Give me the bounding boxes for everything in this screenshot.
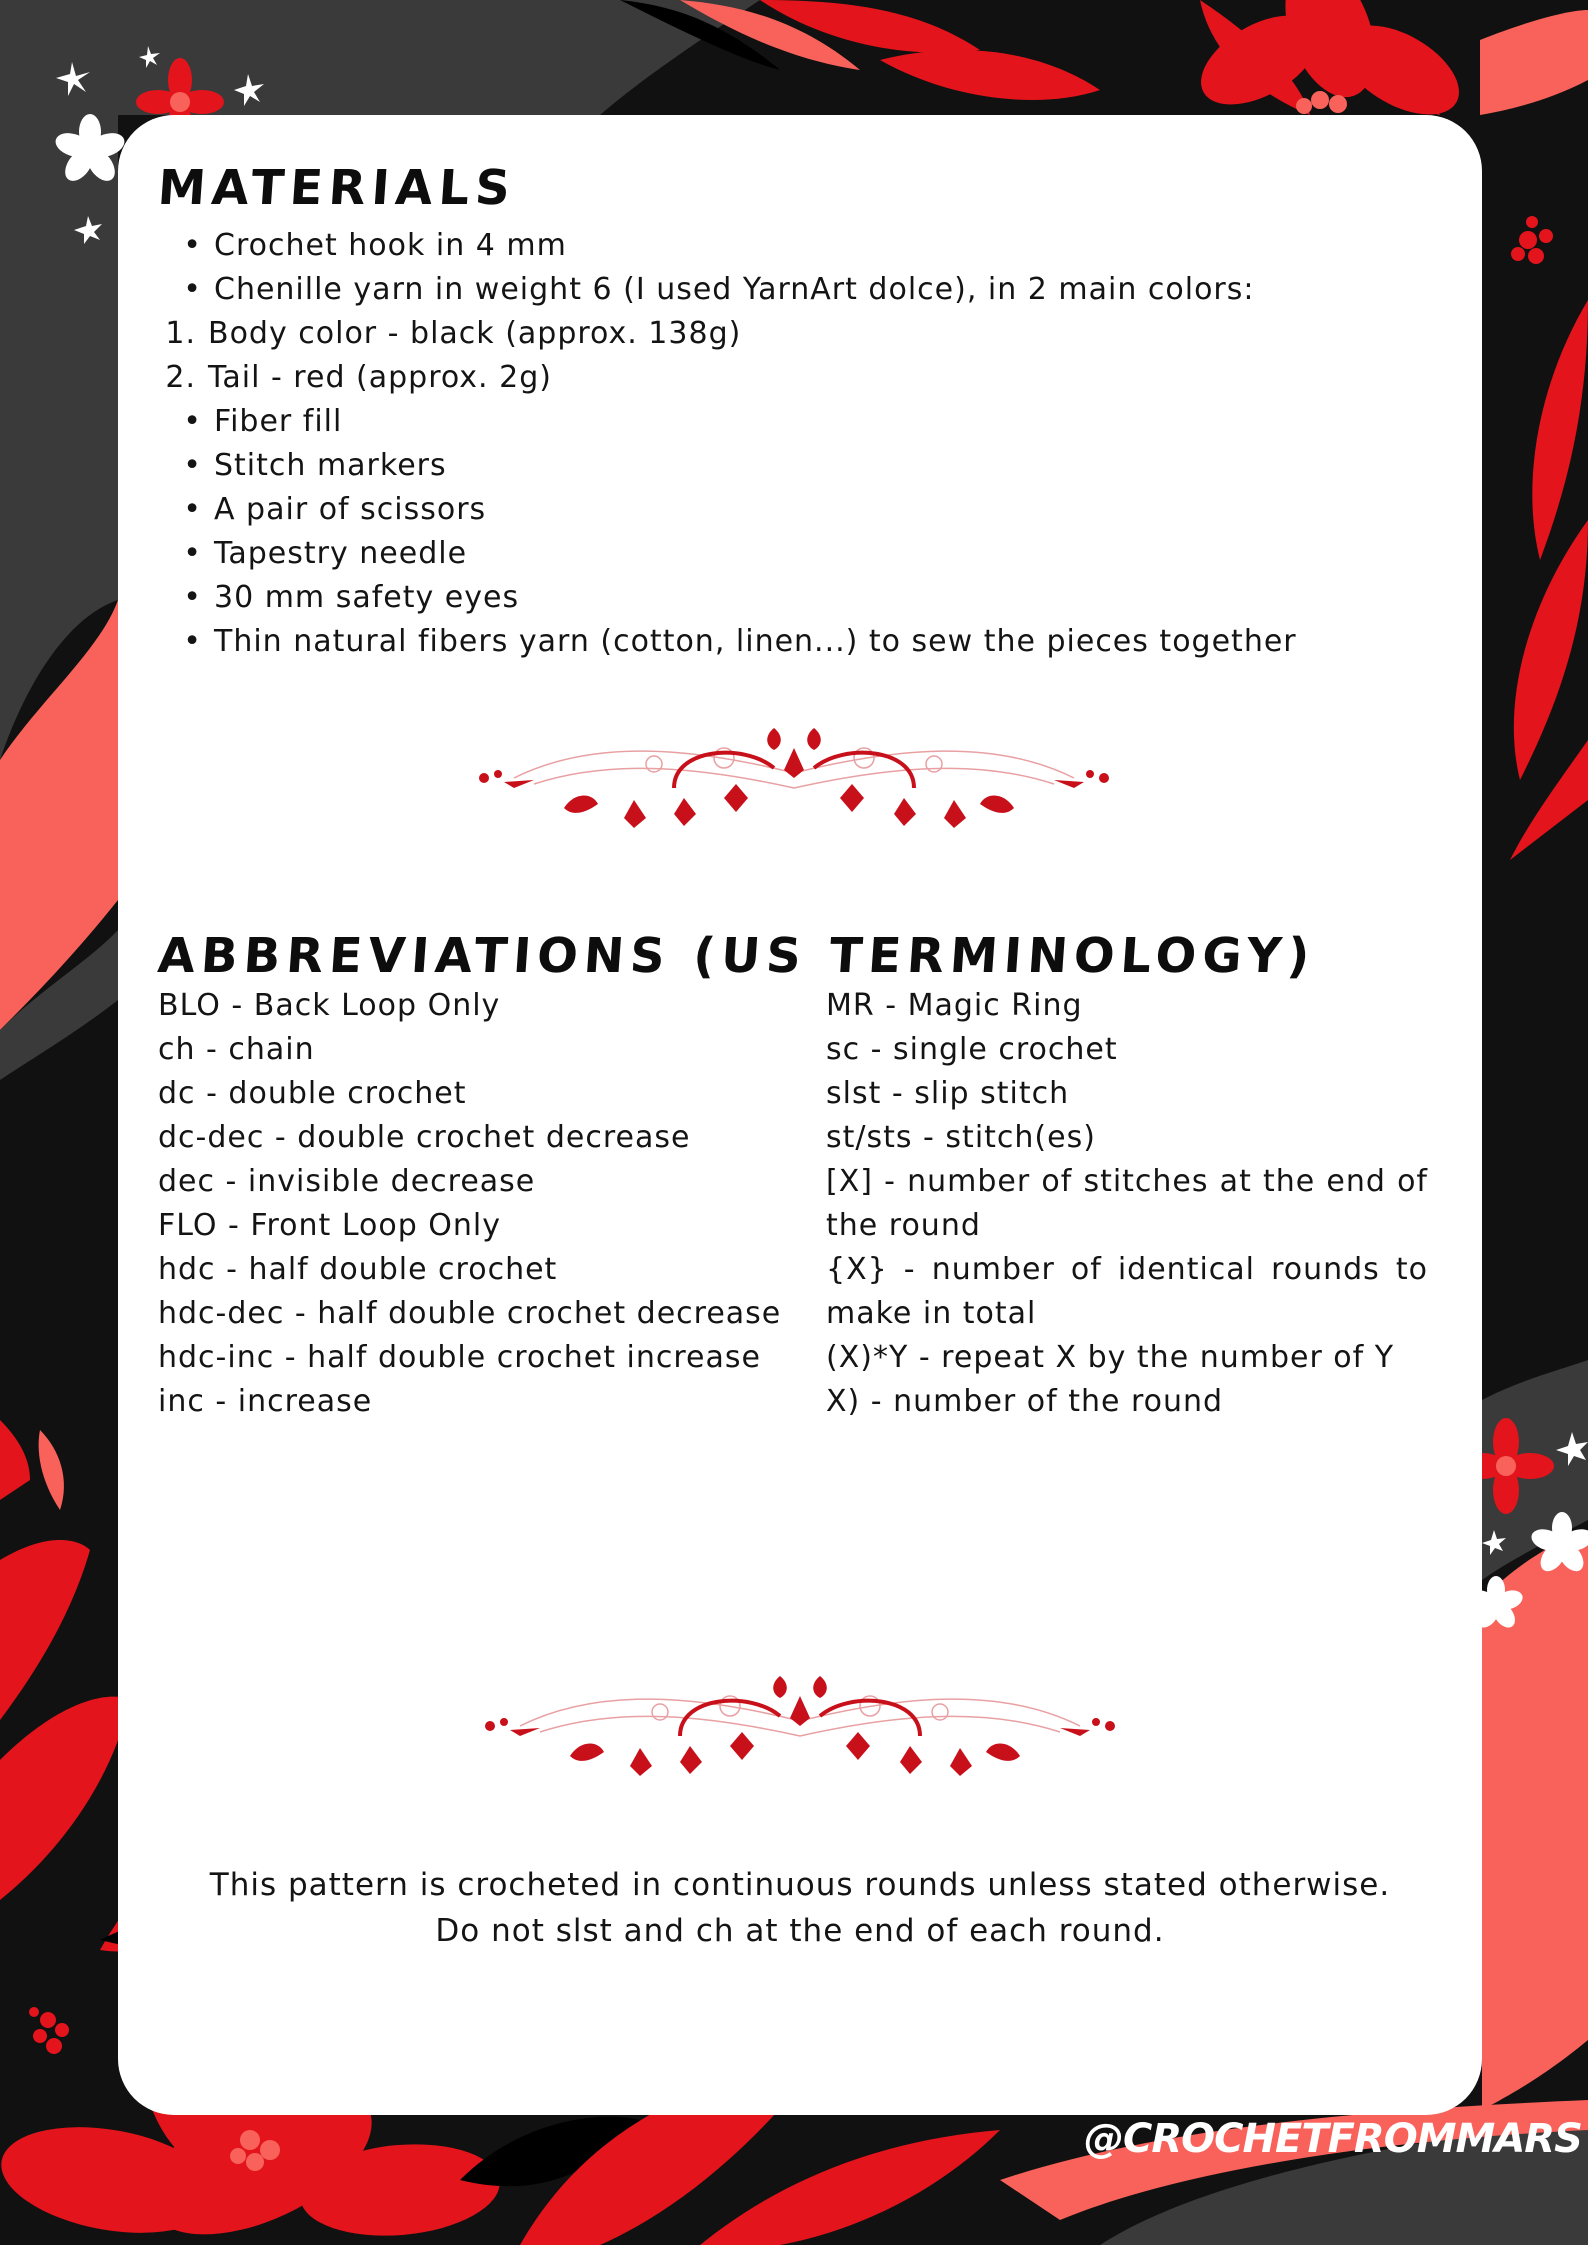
abbreviation-item: (X)*Y - repeat X by the number of Y	[826, 1340, 1395, 1375]
materials-item	[158, 444, 1398, 488]
abbreviation-item: [X] - number of stitches at the end of the round	[826, 1164, 1428, 1243]
abbreviation-item: hdc-dec - half double crochet decrease	[158, 1296, 782, 1331]
materials-item	[158, 312, 1398, 356]
materials-item	[158, 532, 1398, 576]
list-marker: •	[183, 272, 202, 307]
abbreviation-item: st/sts - stitch(es)	[826, 1120, 1096, 1155]
materials-list	[158, 224, 1398, 664]
abbreviation-item: slst - slip stitch	[826, 1076, 1070, 1111]
materials-item	[158, 400, 1398, 444]
abbreviation-item: inc - increase	[158, 1384, 373, 1419]
list-marker: 1.	[165, 316, 196, 351]
abbreviation-item: MR - Magic Ring	[826, 988, 1083, 1023]
abbreviation-item: {X} - number of identical rounds to make in total	[826, 1252, 1428, 1331]
abbreviation-item: hdc - half double crochet	[158, 1252, 558, 1287]
floral-ornament-divider-icon	[474, 718, 1114, 838]
abbreviations-right-column	[826, 984, 1428, 1424]
materials-item	[158, 620, 1398, 664]
abbreviation-item: dec - invisible decrease	[158, 1164, 536, 1199]
abbreviation-item: X) - number of the round	[826, 1384, 1224, 1419]
list-marker: •	[183, 492, 202, 527]
abbreviation-item: ch - chain	[158, 1032, 315, 1067]
materials-item-text: Stitch markers	[214, 448, 447, 483]
materials-item-text: A pair of scissors	[214, 492, 487, 527]
materials-item	[158, 576, 1398, 620]
materials-heading: MATERIALS	[156, 160, 518, 216]
materials-item-text: Body color - black (approx. 138g)	[208, 316, 742, 351]
abbreviation-item: BLO - Back Loop Only	[158, 988, 501, 1023]
materials-item	[158, 488, 1398, 532]
list-marker: •	[183, 404, 202, 439]
materials-item	[158, 224, 1398, 268]
abbreviation-item: dc-dec - double crochet decrease	[158, 1120, 691, 1155]
materials-item	[158, 268, 1398, 312]
materials-item-text: Tail - red (approx. 2g)	[208, 360, 552, 395]
floral-ornament-divider-icon	[480, 1666, 1120, 1786]
materials-item-text: Crochet hook in 4 mm	[214, 228, 567, 263]
abbreviation-item: FLO - Front Loop Only	[158, 1208, 502, 1243]
pattern-note-line-1: This pattern is crocheted in continuous rounds unless stated otherwise.	[209, 1867, 1391, 1903]
materials-item-text: Fiber fill	[214, 404, 343, 439]
list-marker: •	[183, 536, 202, 571]
abbreviations-left-column	[158, 984, 798, 1424]
list-marker: •	[183, 624, 202, 659]
abbreviations-heading: ABBREVIATIONS (US TERMINOLOGY)	[156, 928, 1318, 984]
pattern-note-line-2: Do not slst and ch at the end of each round.	[435, 1913, 1165, 1949]
list-marker: •	[183, 448, 202, 483]
abbreviation-item: dc - double crochet	[158, 1076, 467, 1111]
abbreviation-item: sc - single crochet	[826, 1032, 1118, 1067]
materials-item	[158, 356, 1398, 400]
materials-item-text: Thin natural fibers yarn (cotton, linen...) to sew the pieces together	[214, 624, 1297, 659]
brand-handle: @CROCHETFROMMARS	[1084, 2116, 1582, 2162]
materials-item-text: Chenille yarn in weight 6 (I used YarnArt dolce), in 2 main colors:	[214, 272, 1255, 307]
list-marker: •	[183, 228, 202, 263]
list-marker: 2.	[165, 360, 196, 395]
abbreviation-item: hdc-inc - half double crochet increase	[158, 1340, 761, 1375]
materials-item-text: Tapestry needle	[214, 536, 468, 571]
materials-item-text: 30 mm safety eyes	[214, 580, 520, 615]
list-marker: •	[183, 580, 202, 615]
